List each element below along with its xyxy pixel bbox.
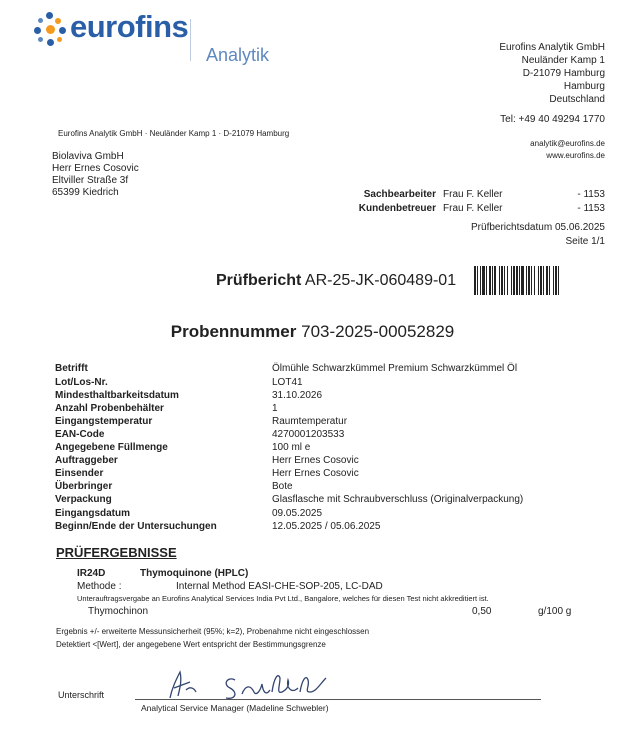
info-value: Herr Ernes Cosovic bbox=[272, 468, 359, 479]
info-value: 100 ml e bbox=[272, 442, 311, 453]
logo bbox=[34, 12, 68, 48]
info-value: Herr Ernes Cosovic bbox=[272, 455, 359, 466]
signature-line bbox=[135, 699, 541, 700]
info-label: Lot/Los-Nr. bbox=[55, 377, 108, 388]
note-uncertainty: Ergebnis +/- erweiterte Messunsicherheit (95%; k=2), Probenahme nicht eingeschlossen bbox=[56, 627, 370, 636]
signature bbox=[150, 658, 350, 704]
result-unit: g/100 g bbox=[538, 606, 572, 617]
report-label: Prüfbericht bbox=[216, 272, 302, 289]
company-name: Eurofins Analytik GmbH bbox=[499, 42, 605, 53]
company-country: Deutschland bbox=[549, 94, 605, 105]
info-value: 31.10.2026 bbox=[272, 390, 323, 401]
staff-ext-clerk: - 1153 bbox=[577, 189, 605, 200]
analyte-name: Thymochinon bbox=[88, 606, 149, 617]
staff-name-clerk: Frau F. Keller bbox=[443, 189, 503, 200]
company-street: Neuländer Kamp 1 bbox=[521, 55, 605, 66]
logo-text: eurofins bbox=[70, 9, 189, 44]
info-label: Beginn/Ende der Untersuchungen bbox=[55, 521, 217, 532]
company-address bbox=[499, 41, 605, 106]
method-value: Internal Method EASI-CHE-SOP-205, LC-DAD bbox=[176, 581, 383, 592]
recipient-company: Biolaviva GmbH bbox=[52, 151, 124, 162]
barcode bbox=[474, 266, 605, 295]
report-date: Prüfberichtsdatum 05.06.2025 bbox=[471, 222, 605, 233]
info-value: Ölmühle Schwarzkümmel Premium Schwarzkümmel Öl bbox=[272, 363, 518, 374]
info-label: Einsender bbox=[55, 468, 104, 479]
report-title bbox=[216, 272, 456, 290]
result-value: 0,50 bbox=[472, 606, 492, 617]
info-label: Angegebene Füllmenge bbox=[55, 442, 168, 453]
info-label: Betrifft bbox=[55, 363, 88, 374]
info-label: Mindesthaltbarkeitsdatum bbox=[55, 390, 179, 401]
info-value: Bote bbox=[272, 481, 293, 492]
info-value: 4270001203533 bbox=[272, 429, 345, 440]
info-label: Auftraggeber bbox=[55, 455, 118, 466]
info-value: Glasflasche mit Schraubverschluss (Originalverpackung) bbox=[272, 494, 524, 505]
info-label: Eingangstemperatur bbox=[55, 416, 153, 427]
info-label: Eingangsdatum bbox=[55, 508, 131, 519]
recipient-street: Eltviller Straße 3f bbox=[52, 175, 129, 186]
info-label: Überbringer bbox=[55, 481, 113, 492]
info-value: Raumtemperatur bbox=[272, 416, 348, 427]
info-label: Verpackung bbox=[55, 494, 112, 505]
recipient-person: Herr Ernes Cosovic bbox=[52, 163, 139, 174]
sample-title bbox=[0, 322, 625, 342]
test-code: IR24D bbox=[77, 568, 106, 579]
staff-label-account: Kundenbetreuer bbox=[358, 203, 436, 214]
info-value: 09.05.2025 bbox=[272, 508, 323, 519]
company-email[interactable]: analytik@eurofins.de bbox=[530, 139, 605, 148]
company-city: D-21079 Hamburg bbox=[522, 68, 605, 79]
info-label: Anzahl Probenbehälter bbox=[55, 403, 164, 414]
page-number: Seite 1/1 bbox=[565, 236, 605, 247]
company-phone: Tel: +49 40 49294 1770 bbox=[500, 114, 605, 125]
recipient-city: 65399 Kiedrich bbox=[52, 187, 119, 198]
method-label: Methode : bbox=[77, 581, 122, 592]
info-value: 12.05.2025 / 05.06.2025 bbox=[272, 521, 381, 532]
logo-divider bbox=[190, 19, 191, 61]
subcontract-note: Unterauftragsvergabe an Eurofins Analytical Services India Pvt Ltd., Bangalore, welches für diesen Test nicht akkreditiert ist. bbox=[77, 594, 489, 603]
company-contact bbox=[530, 138, 605, 162]
company-website[interactable]: www.eurofins.de bbox=[546, 151, 605, 160]
signature-label: Unterschrift bbox=[58, 690, 105, 700]
company-city-2: Hamburg bbox=[563, 81, 605, 92]
logo-subtitle: Analytik bbox=[206, 45, 270, 65]
staff-ext-account: - 1153 bbox=[577, 203, 605, 214]
note-detection: Detektiert <[Wert], der angegebene Wert entspricht der Bestimmungsgrenze bbox=[56, 640, 326, 649]
sample-number: 703-2025-00052829 bbox=[301, 322, 455, 341]
staff-name-account: Frau F. Keller bbox=[443, 203, 503, 214]
sample-label: Probennummer bbox=[170, 322, 297, 341]
info-value: LOT41 bbox=[272, 377, 303, 388]
test-name: Thymoquinone (HPLC) bbox=[140, 568, 249, 579]
staff-label-clerk: Sachbearbeiter bbox=[363, 189, 436, 200]
sender-line: Eurofins Analytik GmbH · Neuländer Kamp 1 · D-21079 Hamburg bbox=[58, 129, 290, 138]
signature-caption: Analytical Service Manager (Madeline Schwebler) bbox=[141, 703, 329, 713]
report-number: AR-25-JK-060489-01 bbox=[304, 272, 457, 289]
info-label: EAN-Code bbox=[55, 429, 105, 440]
recipient-address bbox=[52, 151, 139, 199]
results-title: PRÜFERGEBNISSE bbox=[56, 545, 177, 560]
info-value: 1 bbox=[272, 403, 278, 414]
